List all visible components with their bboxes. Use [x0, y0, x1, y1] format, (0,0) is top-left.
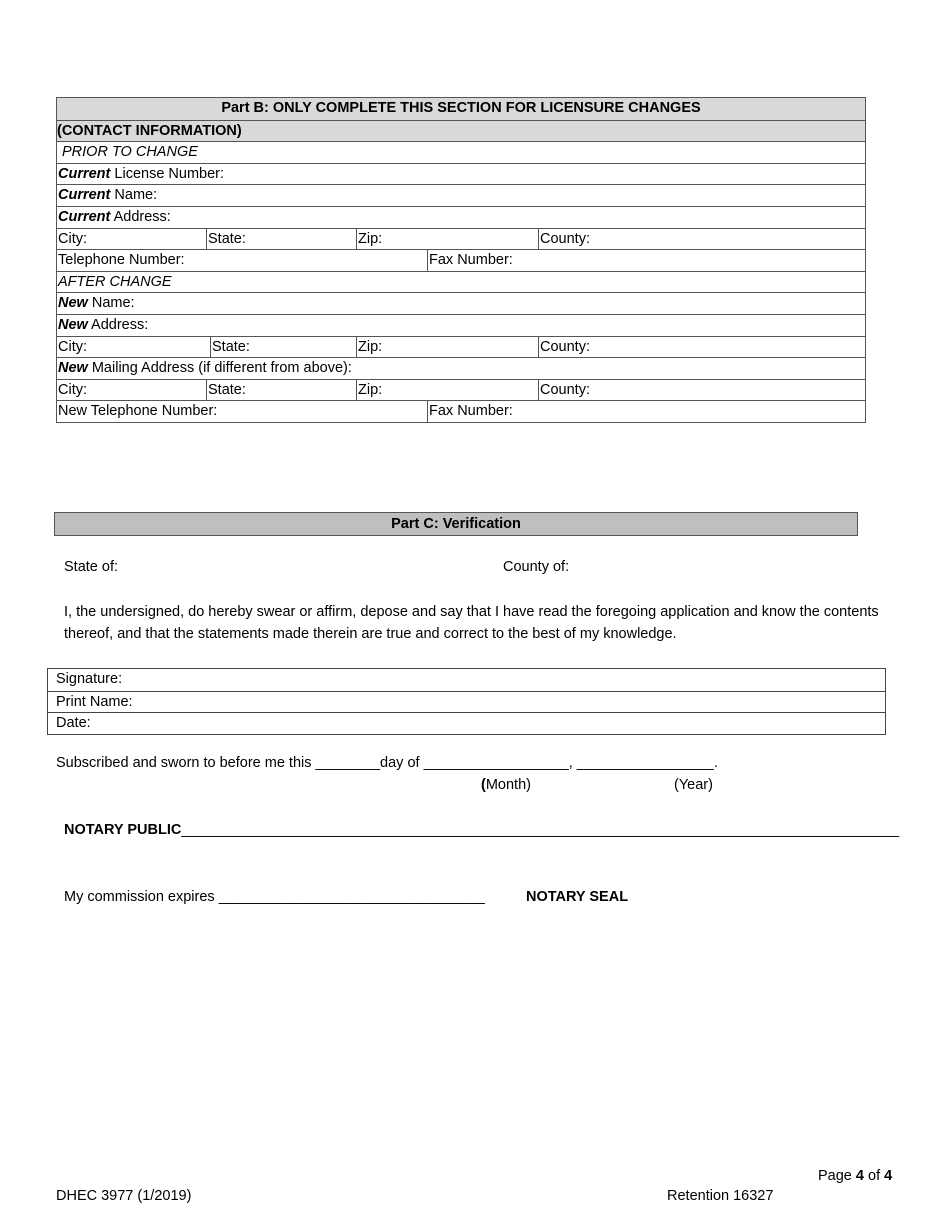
part-c-title: Part C: Verification: [54, 512, 858, 536]
new-word: New: [58, 360, 88, 377]
county-field[interactable]: County:: [538, 337, 865, 358]
new-word: New: [58, 295, 88, 312]
form-id: DHEC 3977 (1/2019): [56, 1188, 192, 1204]
county-of-label: County of:: [503, 559, 570, 575]
retention-number: Retention 16327: [667, 1188, 774, 1204]
new-mailing-label: Mailing Address (if different from above):: [87, 360, 352, 377]
new-word: New: [58, 316, 88, 333]
zip-field[interactable]: Zip:: [356, 337, 538, 358]
page-current: 4: [855, 1168, 864, 1184]
current-phone-row: [57, 249, 865, 271]
month-caption: [481, 777, 531, 793]
new-city-row: [57, 336, 865, 358]
state-field[interactable]: State:: [210, 337, 356, 358]
city-field[interactable]: City:: [58, 338, 87, 355]
page-of: of: [863, 1168, 885, 1184]
notary-seal-label: NOTARY SEAL: [526, 889, 629, 905]
zip-field[interactable]: Zip:: [356, 229, 538, 250]
part-b-table: [56, 97, 866, 423]
after-change-label: AFTER CHANGE: [58, 273, 172, 290]
county-field[interactable]: County:: [538, 380, 865, 401]
current-address-row[interactable]: [57, 206, 865, 228]
commission-expires-line[interactable]: My commission expires _________________________________: [64, 889, 485, 905]
current-word: Current: [58, 165, 111, 182]
new-address-label: Address:: [87, 316, 149, 333]
sworn-line[interactable]: Subscribed and sworn to before me this ________day of __________________, _________________.: [56, 755, 718, 771]
mailing-city-row: [57, 379, 865, 401]
page-word: Page: [818, 1168, 856, 1184]
signature-field[interactable]: Signature:: [56, 671, 123, 687]
after-change-row: [57, 271, 865, 293]
state-of-label: State of:: [64, 559, 119, 575]
fax-field[interactable]: Fax Number:: [427, 401, 865, 422]
new-telephone-field[interactable]: New Telephone Number:: [58, 403, 218, 420]
notary-public-label: NOTARY PUBLIC: [64, 822, 182, 838]
city-field[interactable]: City:: [58, 230, 87, 247]
current-license-label: License Number:: [110, 165, 225, 182]
state-field[interactable]: State:: [206, 380, 356, 401]
current-address-label: Address:: [110, 208, 171, 225]
page-total: 4: [884, 1168, 893, 1184]
fax-field[interactable]: Fax Number:: [427, 250, 865, 271]
current-word: Current: [58, 187, 111, 204]
contact-information-header: (CONTACT INFORMATION): [57, 120, 865, 142]
month-open-paren: (: [481, 777, 486, 793]
new-phone-row: [57, 400, 865, 422]
page-number: [818, 1168, 892, 1184]
prior-to-change-row: [57, 141, 865, 163]
date-field[interactable]: Date:: [48, 712, 885, 734]
zip-field[interactable]: Zip:: [356, 380, 538, 401]
county-field[interactable]: County:: [538, 229, 865, 250]
notary-signature-line[interactable]: _________________________________________________________________________________________: [181, 822, 900, 838]
signature-table: [47, 668, 886, 735]
current-word: Current: [58, 208, 111, 225]
notary-public-row[interactable]: [64, 822, 899, 838]
print-name-field[interactable]: Print Name:: [48, 691, 885, 713]
current-license-row[interactable]: [57, 163, 865, 185]
year-caption: (Year): [674, 777, 713, 793]
new-address-row[interactable]: [57, 314, 865, 336]
current-city-row: [57, 228, 865, 250]
new-name-row[interactable]: [57, 292, 865, 314]
month-label: Month): [485, 777, 531, 793]
current-name-label: Name:: [110, 187, 158, 204]
part-b-title: Part B: ONLY COMPLETE THIS SECTION FOR LICENSURE CHANGES: [57, 98, 865, 120]
state-field[interactable]: State:: [206, 229, 356, 250]
telephone-field[interactable]: Telephone Number:: [58, 252, 185, 269]
affirmation-paragraph: I, the undersigned, do hereby swear or affirm, depose and say that I have read the foregoing application and know the contents thereof, and that the statements made therein are true and correct to the best of my knowledge.: [64, 604, 879, 642]
new-name-label: Name:: [87, 295, 135, 312]
city-field[interactable]: City:: [58, 381, 87, 398]
prior-to-change-label: PRIOR TO CHANGE: [62, 144, 198, 161]
new-mailing-row[interactable]: [57, 357, 865, 379]
current-name-row[interactable]: [57, 184, 865, 206]
